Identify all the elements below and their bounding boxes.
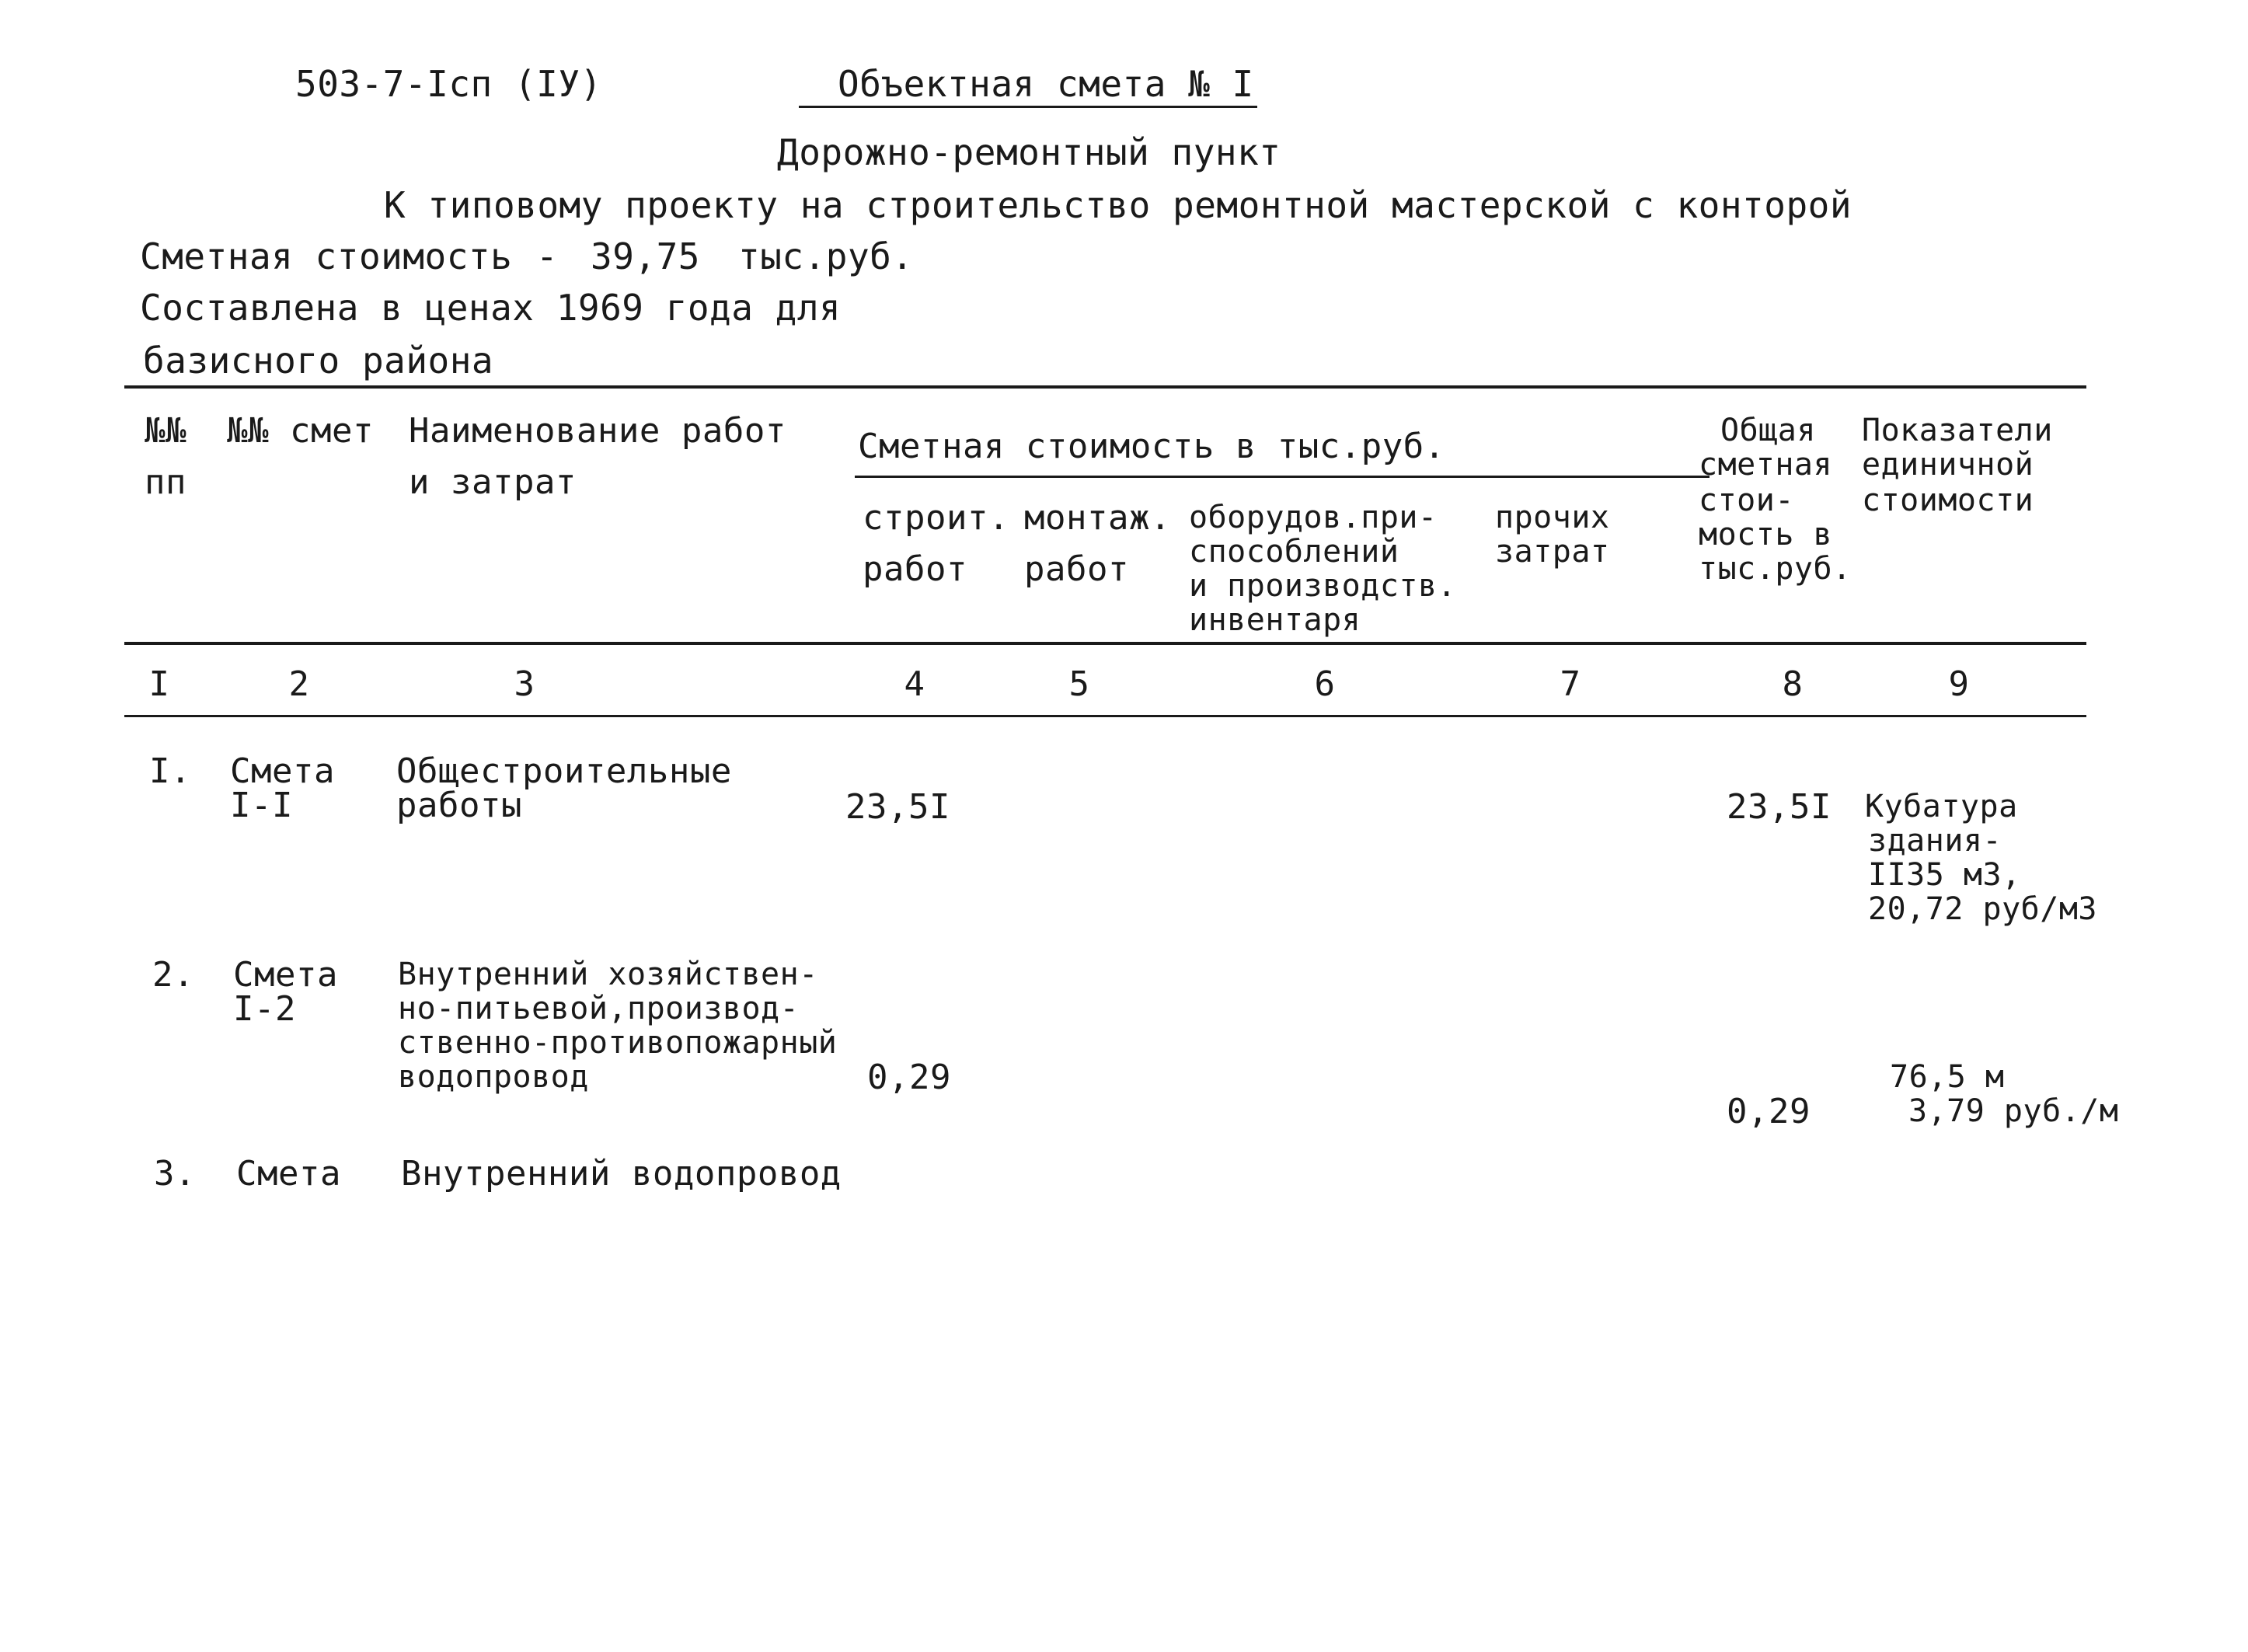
table-top-rule xyxy=(124,385,2086,389)
cost-dash: - xyxy=(536,235,559,277)
col7-header-line2: затрат xyxy=(1495,534,1610,570)
indicator-line1: 76,5 м xyxy=(1890,1059,2005,1095)
col9-header-line1: Показатели xyxy=(1862,413,2053,448)
work-name-line2: работы xyxy=(396,786,522,825)
col3-header-line1: Наименование работ xyxy=(409,411,786,451)
col1-header-line2: пп xyxy=(145,462,186,502)
col6-header-line4: инвентаря xyxy=(1189,602,1361,638)
col7-header-line1: прочих xyxy=(1495,500,1610,535)
estimate-ref-line2: I-I xyxy=(230,786,293,825)
work-name-line1: Внутренний хозяйствен- xyxy=(398,957,818,992)
cost-group-header: Сметная стоимость в тыс.руб. xyxy=(858,427,1445,466)
document-subtitle: Дорожно-ремонтный пункт xyxy=(777,131,1281,173)
col-number: 7 xyxy=(1560,664,1581,704)
project-line: К типовому проекту на строительство ремонтной мастерской с конторой xyxy=(384,184,1852,226)
cost-label: Сметная стоимость xyxy=(140,235,513,277)
col-number: I xyxy=(148,664,170,704)
indicator-line2: здания- xyxy=(1868,823,2002,859)
cost-group-rule xyxy=(855,476,1710,478)
work-name-line4: водопровод xyxy=(398,1059,589,1095)
row-number: 2. xyxy=(152,955,194,995)
cost-unit: тыс.руб. xyxy=(738,235,914,277)
col-number: 9 xyxy=(1948,664,1970,704)
col4-header-line2: работ xyxy=(863,549,967,589)
work-name-line1: Внутренний водопровод xyxy=(401,1154,842,1194)
col-number: 2 xyxy=(288,664,310,704)
col8-header-line2: сметная xyxy=(1699,447,1833,483)
col9-header-line2: единичной xyxy=(1862,447,2034,483)
col-number: 6 xyxy=(1314,664,1336,704)
col-number: 3 xyxy=(514,664,535,704)
col2-header: №№ смет xyxy=(227,411,374,451)
construction-cost: 0,29 xyxy=(867,1058,951,1097)
prices-line-2: базисного района xyxy=(143,340,494,382)
work-name-line2: но-питьевой,производ- xyxy=(398,991,800,1026)
col6-header-line3: и производств. xyxy=(1189,568,1457,604)
construction-cost: 23,5I xyxy=(845,787,950,827)
estimate-ref-line1: Смета xyxy=(233,955,338,995)
col6-header-line2: способлений xyxy=(1189,534,1399,570)
row-number: I. xyxy=(149,751,191,791)
work-name-line1: Общестроительные xyxy=(396,751,732,791)
col8-header-line1: Общая xyxy=(1720,413,1816,448)
indicator-line4: 20,72 руб/м3 xyxy=(1868,891,2097,927)
col6-header-line1: оборудов.при- xyxy=(1189,500,1438,535)
indicator-line1: Кубатура xyxy=(1865,789,2018,824)
header-bottom-rule xyxy=(124,642,2086,645)
numbers-bottom-rule xyxy=(124,715,2086,717)
estimate-ref-line1: Смета xyxy=(236,1154,341,1194)
cost-value: 39,75 xyxy=(591,235,700,277)
estimate-ref-line1: Смета xyxy=(230,751,335,791)
row-number: 3. xyxy=(154,1154,196,1194)
col8-header-line4: мость в xyxy=(1699,517,1833,552)
work-name-line3: ственно-противопожарный xyxy=(398,1025,838,1061)
total-cost: 0,29 xyxy=(1727,1092,1811,1131)
col-number: 5 xyxy=(1068,664,1090,704)
col4-header-line1: строит. xyxy=(863,498,1009,538)
indicator-line2: 3,79 руб./м xyxy=(1908,1093,2119,1129)
col8-header-line5: тыс.руб. xyxy=(1699,551,1852,587)
document-code: 503-7-Iсп (IУ) xyxy=(295,63,602,105)
prices-line-1: Составлена в ценах 1969 года для xyxy=(140,287,842,329)
col5-header-line2: работ xyxy=(1024,549,1129,589)
estimate-ref-line2: I-2 xyxy=(233,989,296,1029)
col9-header-line3: стоимости xyxy=(1862,483,2034,518)
col1-header-line1: №№ xyxy=(145,411,186,451)
document-title: Объектная смета № I xyxy=(838,63,1254,105)
col8-header-line3: стои- xyxy=(1699,483,1794,518)
col-number: 8 xyxy=(1782,664,1804,704)
col-number: 4 xyxy=(904,664,925,704)
col3-header-line2: и затрат xyxy=(409,462,577,502)
indicator-line3: II35 м3, xyxy=(1868,857,2021,893)
col5-header-line1: монтаж. xyxy=(1024,498,1171,538)
title-underline xyxy=(799,106,1257,108)
total-cost: 23,5I xyxy=(1727,787,1832,827)
